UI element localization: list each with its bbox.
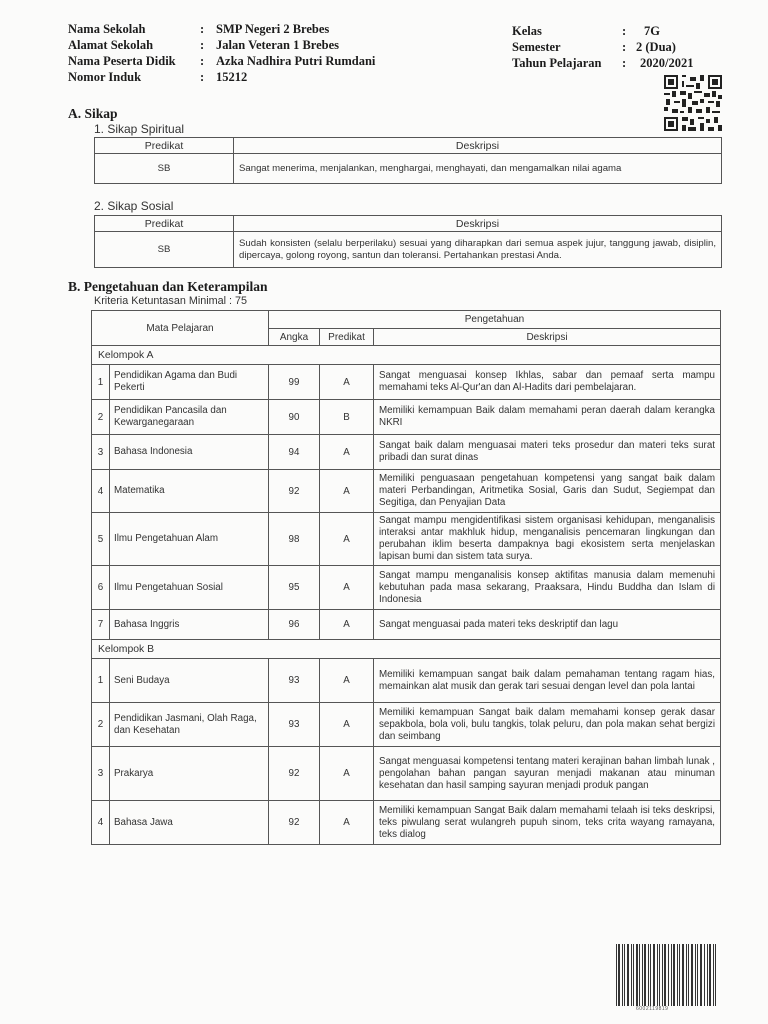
header-value: Jalan Veteran 1 Brebes	[216, 38, 340, 52]
table-row	[92, 659, 721, 703]
header-colon: :	[622, 24, 627, 38]
row-number: 3	[92, 747, 110, 801]
table-row	[92, 513, 721, 566]
predikat-value: SB	[95, 154, 234, 184]
table-row	[92, 801, 721, 845]
row-number: 1	[92, 659, 110, 703]
row-predikat: B	[320, 400, 374, 435]
header-label: Tahun Pelajaran	[512, 56, 602, 70]
row-deskripsi: Sangat menguasai konsep Ikhlas, sabar dan pemaaf serta mampu memahami teks Al-Qur'an dan Al-Hadits dari pembelajaran.	[374, 365, 721, 400]
header-class	[512, 24, 722, 40]
row-predikat: A	[320, 610, 374, 640]
row-number: 2	[92, 400, 110, 435]
col-pengetahuan: Pengetahuan	[269, 311, 721, 329]
row-number: 4	[92, 470, 110, 513]
sikap-sosial-table	[94, 215, 722, 268]
row-deskripsi: Memiliki kemampuan sangat baik dalam pemahaman tentang ragam hias, memainkan alat musik dan gerak tari sesuai dengan level dan pola lantai	[374, 659, 721, 703]
table-row	[92, 747, 721, 801]
qr-code-icon	[664, 75, 722, 131]
row-angka: 95	[269, 566, 320, 610]
header-value: 2 (Dua)	[636, 40, 676, 54]
header-school-year	[512, 56, 722, 72]
header-label: Semester	[512, 40, 561, 54]
header-colon: :	[200, 22, 205, 36]
row-subject: Pendidikan Jasmani, Olah Raga, dan Kesehatan	[110, 703, 269, 747]
predikat-value: SB	[95, 232, 234, 268]
table-row	[92, 365, 721, 400]
row-number: 3	[92, 435, 110, 470]
row-deskripsi: Sangat menguasai kompetensi tentang materi kerajinan bahan limbah lunak , pengolahan bahan pangan sayuran menjadi makanan atau minuman kesehatan dan hasil samping sayuran menjadi produk pangan	[374, 747, 721, 801]
row-subject: Bahasa Indonesia	[110, 435, 269, 470]
row-deskripsi: Memiliki kemampuan Sangat baik dalam memahami konsep gerak dasar sepakbola, bola voli, bulu tangkis, tolak peluru, dan pola makan sehat bergizi dan seimbang	[374, 703, 721, 747]
header-value: Azka Nadhira Putri Rumdani	[216, 54, 376, 68]
row-subject: Matematika	[110, 470, 269, 513]
row-angka: 99	[269, 365, 320, 400]
row-angka: 93	[269, 703, 320, 747]
row-number: 4	[92, 801, 110, 845]
kkm-text: Kriteria Ketuntasan Minimal : 75	[94, 295, 248, 307]
row-subject: Bahasa Inggris	[110, 610, 269, 640]
col-deskripsi: Deskripsi	[234, 216, 722, 232]
row-predikat: A	[320, 747, 374, 801]
col-predikat: Predikat	[95, 216, 234, 232]
row-deskripsi: Sangat baik dalam menguasai materi teks prosedur dan materi teks surat pribadi dan surat dinas	[374, 435, 721, 470]
header-value: 2020/2021	[640, 56, 694, 70]
row-number: 5	[92, 513, 110, 566]
col-deskripsi: Deskripsi	[374, 329, 721, 346]
row-deskripsi: Sangat mampu mengidentifikasi sistem organisasi kehidupan, menganalisis interaksi antar makhluk hidup, menganalisis pencemaran lingkungan dan perubahan iklim beserta dampaknya bagi ekosistem serta menjelaskan lapisan bumi dan sistem tata surya.	[374, 513, 721, 566]
sikap-sosial-title: 2. Sikap Sosial	[94, 199, 174, 213]
header-student-name	[68, 54, 408, 70]
row-angka: 93	[269, 659, 320, 703]
header-label: Kelas	[512, 24, 542, 38]
header-value: SMP Negeri 2 Brebes	[216, 22, 330, 36]
row-angka: 96	[269, 610, 320, 640]
header-label: Alamat Sekolah	[68, 38, 154, 52]
row-angka: 98	[269, 513, 320, 566]
table-row	[92, 400, 721, 435]
col-angka: Angka	[269, 329, 320, 346]
row-predikat: A	[320, 566, 374, 610]
row-predikat: A	[320, 703, 374, 747]
row-subject: Pendidikan Agama dan Budi Pekerti	[110, 365, 269, 400]
col-deskripsi: Deskripsi	[234, 138, 722, 154]
header-colon: :	[622, 56, 627, 70]
group-label: Kelompok A	[92, 346, 721, 365]
header-semester	[512, 40, 722, 56]
row-angka: 92	[269, 470, 320, 513]
sikap-spiritual-table	[94, 137, 722, 184]
deskripsi-value: Sudah konsisten (selalu berperilaku) sesuai yang diharapkan dari semua aspek jujur, tanggung jawab, disiplin, dipercaya, golong royong, santun dan toleransi. Pertahankan prestasi Anda.	[234, 232, 722, 268]
table-row	[92, 703, 721, 747]
row-deskripsi: Memiliki kemampuan Sangat Baik dalam memahami telaah isi teks deskripsi, teks piwulang serat wulangreh pupuh sinom, teks crita wayang ramayana, teks dialog	[374, 801, 721, 845]
row-subject: Prakarya	[110, 747, 269, 801]
row-predikat: A	[320, 801, 374, 845]
row-number: 7	[92, 610, 110, 640]
section-b-title: B. Pengetahuan dan Keterampilan	[68, 279, 268, 294]
row-angka: 92	[269, 801, 320, 845]
barcode-text: 6002119819	[636, 1006, 669, 1012]
header-colon: :	[200, 70, 205, 84]
row-deskripsi: Sangat mampu menganalisis konsep aktifitas manusia dalam memenuhi kebutuhan pada masa sekarang, Praaksara, Hindu Buddha dan Islam di Indonesia	[374, 566, 721, 610]
section-a-title: A. Sikap	[68, 106, 118, 121]
deskripsi-value: Sangat menerima, menjalankan, menghargai, menghayati, dan mengamalkan nilai agama	[234, 154, 722, 184]
row-predikat: A	[320, 365, 374, 400]
row-number: 1	[92, 365, 110, 400]
row-subject: Ilmu Pengetahuan Sosial	[110, 566, 269, 610]
header-value: 7G	[644, 24, 660, 38]
table-row	[92, 435, 721, 470]
table-row	[92, 610, 721, 640]
row-predikat: A	[320, 470, 374, 513]
col-mata-pelajaran: Mata Pelajaran	[92, 311, 269, 346]
row-angka: 94	[269, 435, 320, 470]
row-deskripsi: Memiliki kemampuan Baik dalam memahami peran daerah dalam kerangka NKRI	[374, 400, 721, 435]
table-row	[92, 470, 721, 513]
row-subject: Bahasa Jawa	[110, 801, 269, 845]
header-colon: :	[200, 38, 205, 52]
header-colon: :	[200, 54, 205, 68]
row-angka: 90	[269, 400, 320, 435]
header-school-name	[68, 22, 408, 38]
row-deskripsi: Memiliki penguasaan pengetahuan kompetensi yang sangat baik dalam materi Perbandingan, Aritmetika Sosial, Garis dan Sudut, Segiempat dan Segitiga, dan Penyajian Data	[374, 470, 721, 513]
sikap-spiritual-title: 1. Sikap Spiritual	[94, 122, 185, 136]
row-number: 2	[92, 703, 110, 747]
grades-table	[91, 310, 721, 845]
header-colon: :	[622, 40, 627, 54]
col-predikat: Predikat	[320, 329, 374, 346]
barcode-icon	[614, 944, 718, 1008]
row-number: 6	[92, 566, 110, 610]
header-value: 15212	[216, 70, 248, 84]
row-subject: Seni Budaya	[110, 659, 269, 703]
row-deskripsi: Sangat menguasai pada materi teks deskriptif dan lagu	[374, 610, 721, 640]
header-label: Nomor Induk	[68, 70, 142, 84]
row-angka: 92	[269, 747, 320, 801]
header-student-number	[68, 70, 408, 86]
row-subject: Ilmu Pengetahuan Alam	[110, 513, 269, 566]
row-predikat: A	[320, 659, 374, 703]
header-school-address	[68, 38, 408, 54]
row-predikat: A	[320, 513, 374, 566]
row-subject: Pendidikan Pancasila dan Kewarganegaraan	[110, 400, 269, 435]
group-label: Kelompok B	[92, 640, 721, 659]
header-label: Nama Peserta Didik	[68, 54, 176, 68]
col-predikat: Predikat	[95, 138, 234, 154]
header-label: Nama Sekolah	[68, 22, 146, 36]
table-row	[92, 566, 721, 610]
row-predikat: A	[320, 435, 374, 470]
